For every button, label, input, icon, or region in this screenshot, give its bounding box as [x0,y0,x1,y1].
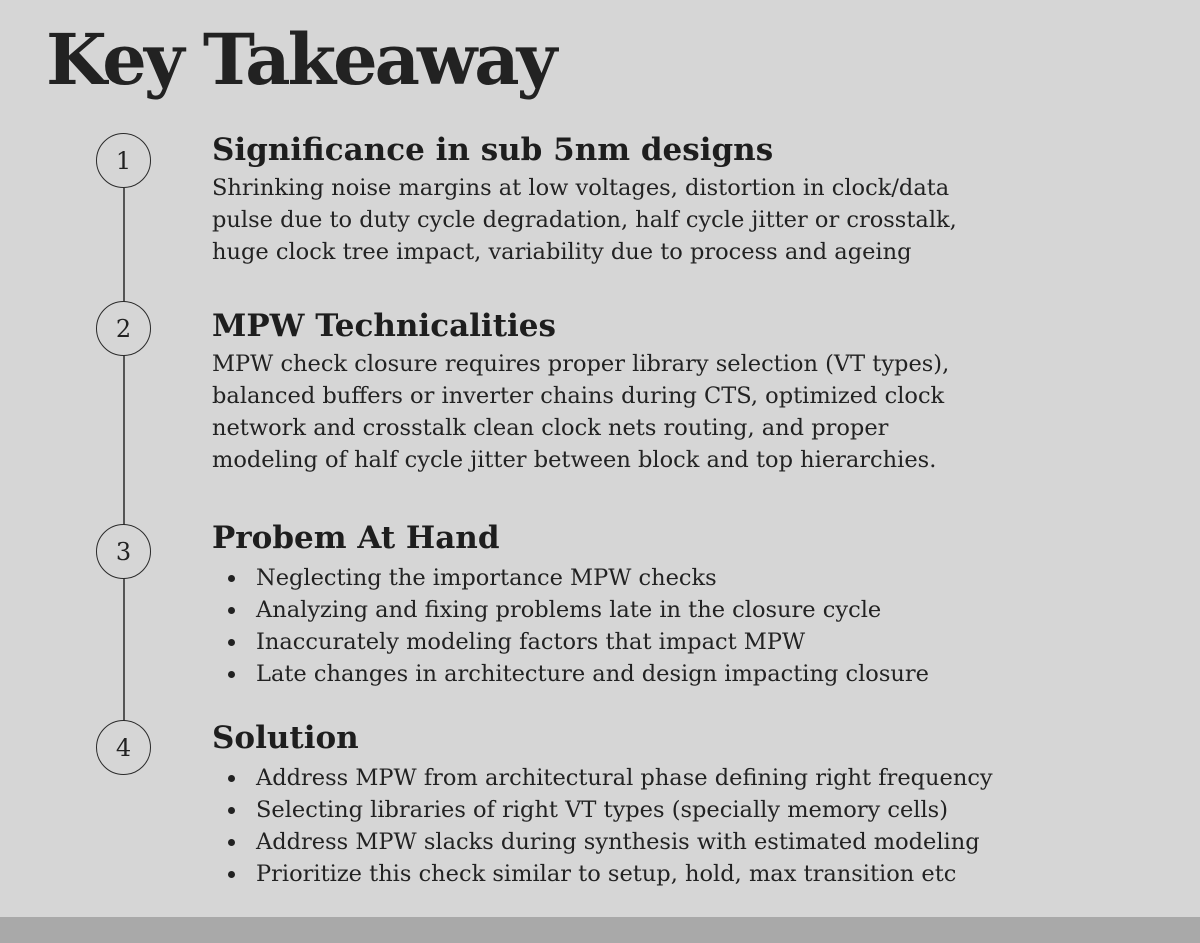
bullet-list [226,762,1172,890]
bullet-dot-icon [228,671,235,678]
list-item: Selecting libraries of right VT types (specially memory cells) [226,794,1172,826]
section-body [212,172,1172,268]
section-heading: Solution [212,720,359,756]
bullet-dot-icon [228,839,235,846]
step-number-4: 4 [96,720,151,775]
list-item: Neglecting the importance MPW checks [226,562,1172,594]
bullet-dot-icon [228,871,235,878]
list-item: Analyzing and fixing problems late in the closure cycle [226,594,1172,626]
body-line: modeling of half cycle jitter between block and top hierarchies. [212,447,937,473]
section-solution [212,718,1172,890]
section-mpw-technicalities [212,306,1172,476]
list-item: Inaccurately modeling factors that impact MPW [226,626,1172,658]
step-number-1: 1 [96,133,151,188]
body-line: Shrinking noise margins at low voltages, distortion in clock/data [212,175,950,201]
step-number-2: 2 [96,301,151,356]
bullet-list [226,562,1172,690]
bullet-dot-icon [228,775,235,782]
list-item: Address MPW from architectural phase defining right frequency [226,762,1172,794]
step-number-3: 3 [96,524,151,579]
body-line: network and crosstalk clean clock nets routing, and proper [212,415,889,441]
bullet-dot-icon [228,807,235,814]
section-heading: Probem At Hand [212,520,500,556]
timeline-connector [123,188,125,736]
bullet-dot-icon [228,607,235,614]
section-significance [212,130,1172,268]
body-line: MPW check closure requires proper library selection (VT types), [212,351,950,377]
section-heading: MPW Technicalities [212,308,556,344]
list-item: Prioritize this check similar to setup, hold, max transition etc [226,858,1172,890]
section-body [212,348,1172,476]
body-line: balanced buffers or inverter chains during CTS, optimized clock [212,383,945,409]
body-line: pulse due to duty cycle degradation, half cycle jitter or crosstalk, [212,207,957,233]
body-line: huge clock tree impact, variability due to process and ageing [212,239,912,265]
bullet-dot-icon [228,639,235,646]
list-item: Late changes in architecture and design impacting closure [226,658,1172,690]
page-title: Key Takeaway [46,18,555,101]
section-heading: Significance in sub 5nm designs [212,132,774,168]
bullet-dot-icon [228,575,235,582]
list-item: Address MPW slacks during synthesis with estimated modeling [226,826,1172,858]
footer-band [0,917,1200,943]
section-problem-at-hand [212,518,1172,690]
